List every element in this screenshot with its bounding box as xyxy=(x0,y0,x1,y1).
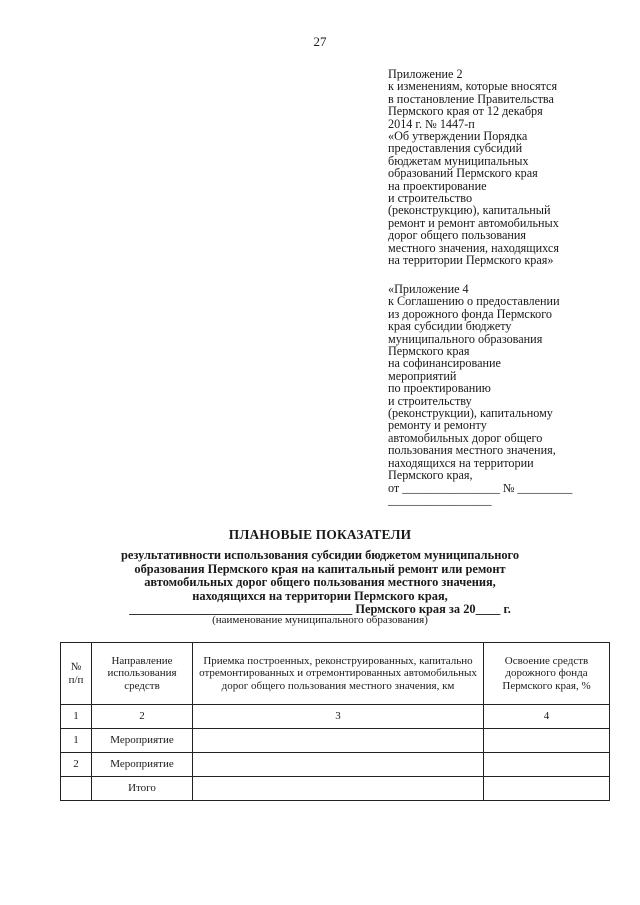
appendix-line: 2014 г. № 1447-п xyxy=(388,116,475,131)
column-number: 4 xyxy=(484,705,610,729)
subtitle-line: образования Пермского края на капитальный ремонт или ремонт xyxy=(134,561,506,576)
appendix-line: (реконструкцию), капитальный xyxy=(388,203,551,218)
header-development: Освоение средств дорожного фонда Пермского края, % xyxy=(484,643,610,705)
row-direction: Мероприятие xyxy=(92,729,193,753)
subtitle-line: автомобильных дорог общего пользования местного значения, xyxy=(144,575,496,590)
row-acceptance xyxy=(193,753,484,777)
appendix-line: Пермского края, xyxy=(388,468,473,483)
row-number: 1 xyxy=(61,729,92,753)
appendix-line: образований Пермского края xyxy=(388,166,538,181)
date-number-line: от ________________ № _________ xyxy=(388,480,573,495)
total-row xyxy=(61,777,610,801)
appendix-line: (реконструкции), капитальному xyxy=(388,406,553,421)
appendix-line: Пермского края от 12 декабря xyxy=(388,104,543,119)
header-acceptance: Приемка построенных, реконструированных, капитально отремонтированных и отремонтированных автомобильных дорог общего пользования местного значения, км xyxy=(193,643,484,705)
table-row xyxy=(61,753,610,777)
appendix-line: предоставления субсидий xyxy=(388,141,523,156)
appendix-line: на территории Пермского края» xyxy=(388,253,554,268)
appendix-line: мероприятий xyxy=(388,368,457,383)
total-number-cell xyxy=(61,777,92,801)
appendix-line: Приложение 2 xyxy=(388,67,463,81)
table-row xyxy=(61,729,610,753)
appendix-line: «Приложение 4 xyxy=(388,282,469,296)
appendix-line: находящихся на территории xyxy=(388,455,534,470)
appendix-line: ремонту и ремонту xyxy=(388,418,487,433)
appendix-line: ремонт и ремонт автомобильных xyxy=(388,215,559,230)
column-number: 1 xyxy=(61,705,92,729)
total-development xyxy=(484,777,610,801)
appendix-line: пользования местного значения, xyxy=(388,443,556,458)
header-direction: Направление использования средств xyxy=(92,643,193,705)
appendix-line: автомобильных дорог общего xyxy=(388,430,543,445)
column-numbers-row xyxy=(61,705,610,729)
total-acceptance xyxy=(193,777,484,801)
appendix-line: из дорожного фонда Пермского xyxy=(388,306,553,321)
row-acceptance xyxy=(193,729,484,753)
appendix-2-block xyxy=(388,68,559,267)
indicators-table xyxy=(60,642,610,801)
appendix-line: на проектирование xyxy=(388,178,487,193)
subtitle-line: ____________________________________ Пермского края за 20____ г. xyxy=(129,602,511,617)
document-subtitle xyxy=(0,549,640,617)
column-number: 2 xyxy=(92,705,193,729)
municipality-name-note: (наименование муниципального образования) xyxy=(212,614,428,626)
appendix-line: и строительство xyxy=(388,191,473,206)
appendix-line: на софинансирование xyxy=(388,356,501,371)
column-number: 3 xyxy=(193,705,484,729)
page-number: 27 xyxy=(313,34,327,49)
appendix-line: края субсидии бюджету xyxy=(388,319,512,334)
appendix-line: в постановление Правительства xyxy=(388,91,554,106)
document-title: ПЛАНОВЫЕ ПОКАЗАТЕЛИ xyxy=(228,527,412,542)
appendix-line: «Об утверждении Порядка xyxy=(388,129,528,144)
subtitle-line: результативности использования субсидии бюджетом муниципального xyxy=(120,548,520,562)
blank-line: _________________ xyxy=(388,492,492,507)
appendix-4-block xyxy=(388,283,572,506)
table-header-row xyxy=(61,643,610,705)
appendix-line: по проектированию xyxy=(388,381,491,396)
row-number: 2 xyxy=(61,753,92,777)
row-direction: Мероприятие xyxy=(92,753,193,777)
appendix-line: Пермского края xyxy=(388,344,470,359)
row-development xyxy=(484,729,610,753)
appendix-line: бюджетам муниципальных xyxy=(388,153,529,168)
appendix-line: к изменениям, которые вносятся xyxy=(388,79,558,94)
row-development xyxy=(484,753,610,777)
total-label: Итого xyxy=(92,777,193,801)
appendix-line: местного значения, находящихся xyxy=(388,240,559,255)
header-number: № п/п xyxy=(61,643,92,705)
appendix-line: дорог общего пользования xyxy=(388,228,527,243)
appendix-line: и строительству xyxy=(388,393,472,408)
subtitle-line: находящихся на территории Пермского края, xyxy=(192,588,448,603)
appendix-line: муниципального образования xyxy=(388,331,543,346)
appendix-line: к Соглашению о предоставлении xyxy=(388,294,560,309)
